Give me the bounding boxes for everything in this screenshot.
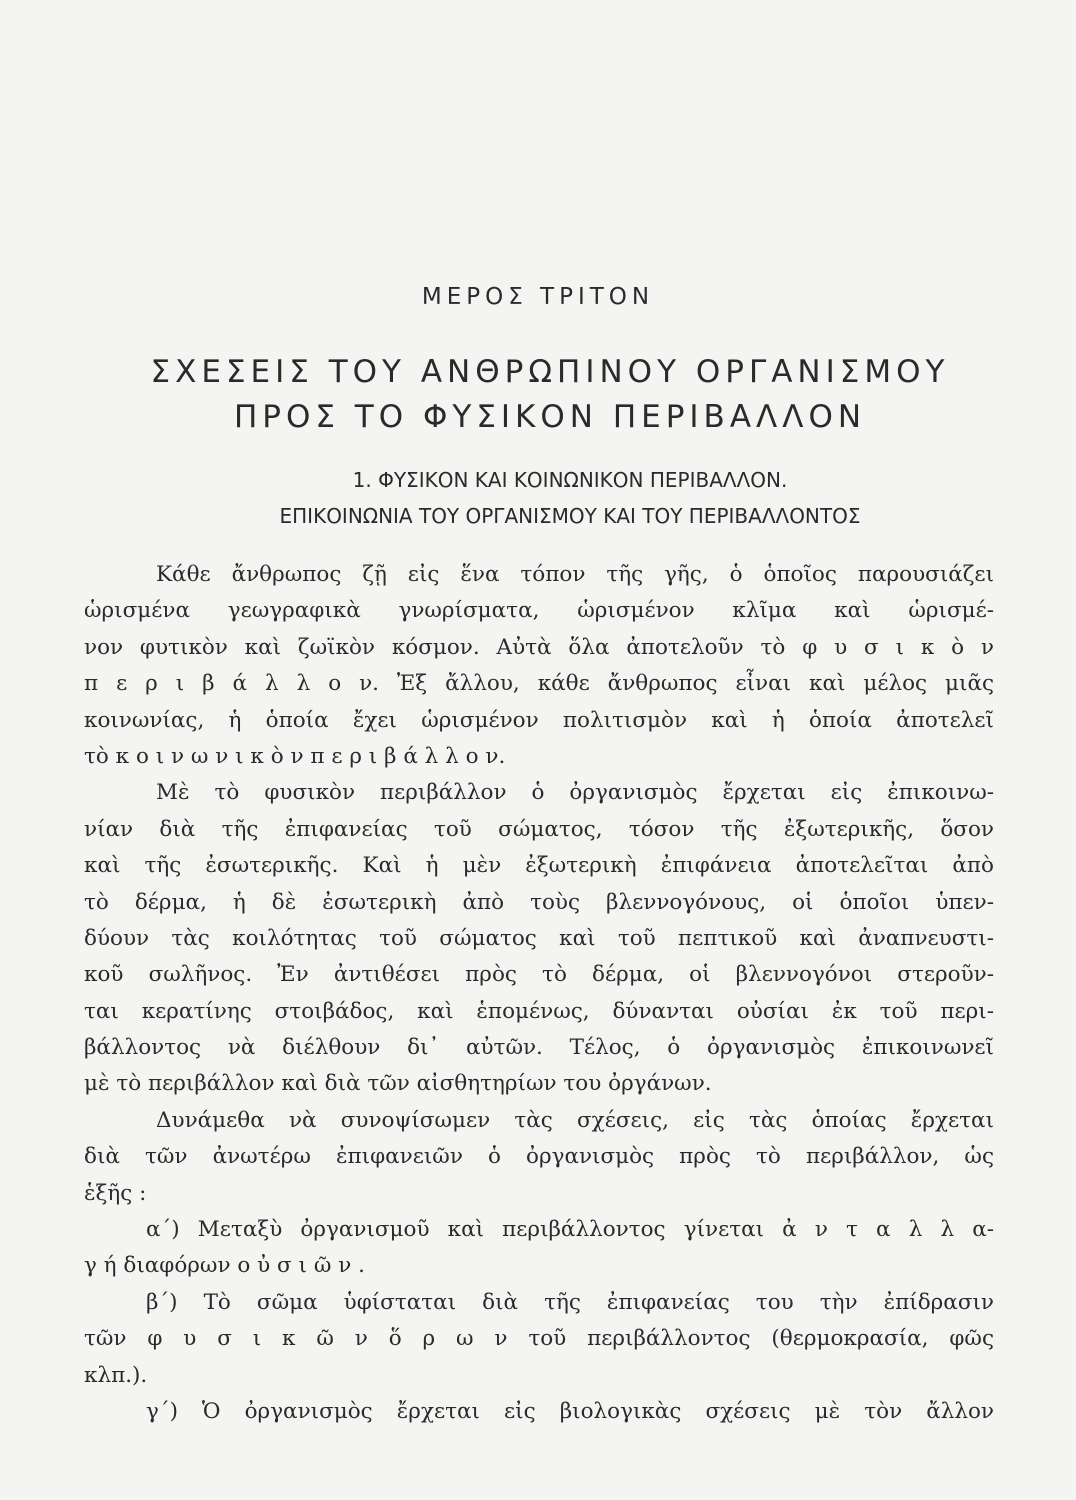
text-line: νίαν διὰ τῆς ἐπιφανείας τοῦ σώματος, τόσον τῆς ἐξωτερικῆς, ὅσον (84, 816, 994, 842)
text-line: γ΄) Ὁ ὀργανισμὸς ἔρχεται εἰς βιολογικὰς σχέσεις μὲ τὸν ἄλλον (146, 1398, 994, 1424)
text-line: τῶν φ υ σ ι κ ῶ ν ὅ ρ ω ν τοῦ περιβάλλοντος (θερμοκρασία, φῶς (84, 1326, 994, 1352)
text-line: κοινωνίας, ἡ ὁποία ἔχει ὡρισμένον πολιτισμὸν καὶ ἡ ὁποία ἀποτελεῖ (84, 707, 994, 733)
text-line: α΄) Μεταξὺ ὀργανισμοῦ καὶ περιβάλλοντος γίνεται ἀ ν τ α λ λ α- (146, 1217, 994, 1243)
text-line: τὸ κ ο ι ν ω ν ι κ ὸ ν π ε ρ ι β ά λ λ ο ν. (84, 743, 506, 769)
chapter-title-line: ΣΧΕΣΕΙΣ ΤΟΥ ΑΝΘΡΩΠΙΝΟΥ ΟΡΓΑΝΙΣΜΟΥ (150, 354, 950, 390)
text-line: Μὲ τὸ φυσικὸν περιβάλλον ὁ ὀργανισμὸς ἔρχεται εἰς ἐπικοινω- (156, 780, 994, 806)
text-line: Δυνάμεθα νὰ συνοψίσωμεν τὰς σχέσεις, εἰς τὰς ὁποίας ἔρχεται (156, 1107, 994, 1133)
text-line: δύουν τὰς κοιλότητας τοῦ σώματος καὶ τοῦ πεπτικοῦ καὶ ἀναπνευστι- (84, 925, 994, 951)
text-line: νον φυτικὸν καὶ ζωϊκὸν κόσμον. Αὐτὰ ὅλα ἀποτελοῦν τὸ φ υ σ ι κ ὸ ν (84, 634, 994, 660)
text-line: ὡρισμένα γεωγραφικὰ γνωρίσματα, ὡρισμένον κλῖμα καὶ ὡρισμέ- (84, 598, 994, 624)
section-title (140, 462, 1000, 534)
chapter-title-line: ΠΡΟΣ ΤΟ ΦΥΣΙΚΟΝ ΠΕΡΙΒΑΛΛΟΝ (233, 399, 867, 435)
text-line: Κάθε ἄνθρωπος ζῇ εἰς ἕνα τόπον τῆς γῆς, ὁ ὁποῖος παρουσιάζει (156, 562, 994, 587)
text-line: τὸ δέρμα, ἡ δὲ ἐσωτερικὴ ἀπὸ τοὺς βλεννογόνους, οἱ ὁποῖοι ὑπεν- (84, 889, 994, 915)
text-line: διὰ τῶν ἀνωτέρω ἐπιφανειῶν ὁ ὀργανισμὸς πρὸς τὸ περιβάλλον, ὡς (84, 1144, 994, 1170)
chapter-title (120, 350, 980, 440)
text-line: ἑξῆς : (84, 1180, 147, 1206)
text-line: γ ή διαφόρων ο ὐ σ ι ῶ ν . (84, 1253, 365, 1279)
text-line: κλπ.). (84, 1362, 148, 1388)
text-line: κοῦ σωλῆνος. Ἐν ἀντιθέσει πρὸς τὸ δέρμα, οἱ βλεννογόνοι στεροῦν- (84, 962, 994, 988)
section-title-line: 1. ΦΥΣΙΚΟΝ ΚΑΙ ΚΟΙΝΩΝΙΚΟΝ ΠΕΡΙΒΑΛΛΟΝ. (352, 468, 788, 492)
text-line: βάλλοντος νὰ διέλθουν δι᾿ αὐτῶν. Τέλος, ὁ ὀργανισμὸς ἐπικοινωνεῖ (84, 1035, 994, 1061)
section-title-line: ΕΠΙΚΟΙΝΩΝΙΑ ΤΟΥ ΟΡΓΑΝΙΣΜΟΥ ΚΑΙ ΤΟΥ ΠΕΡΙΒΑΛΛΟΝΤΟΣ (279, 504, 861, 528)
text-line: καὶ τῆς ἐσωτερικῆς. Καὶ ἡ μὲν ἐξωτερικὴ ἐπιφάνεια ἀποτελεῖται ἀπὸ (84, 853, 994, 879)
text-line: β΄) Τὸ σῶμα ὑφίσταται διὰ τῆς ἐπιφανείας του τὴν ἐπίδρασιν (146, 1289, 994, 1315)
text-line: π ε ρ ι β ά λ λ ο ν. Ἐξ ἄλλου, κάθε ἄνθρωπος εἶναι καὶ μέλος μιᾶς (84, 671, 994, 697)
text-line: μὲ τὸ περιβάλλον καὶ διὰ τῶν αἰσθητηρίων του ὀργάνων. (84, 1071, 712, 1097)
text-line: ται κερατίνης στοιβάδος, καὶ ἑπομένως, δύνανται οὐσίαι ἐκ τοῦ περι- (84, 998, 994, 1024)
body-text (84, 557, 994, 1430)
part-heading: ΜΕΡΟΣ ΤΡΙΤΟΝ (421, 284, 655, 310)
